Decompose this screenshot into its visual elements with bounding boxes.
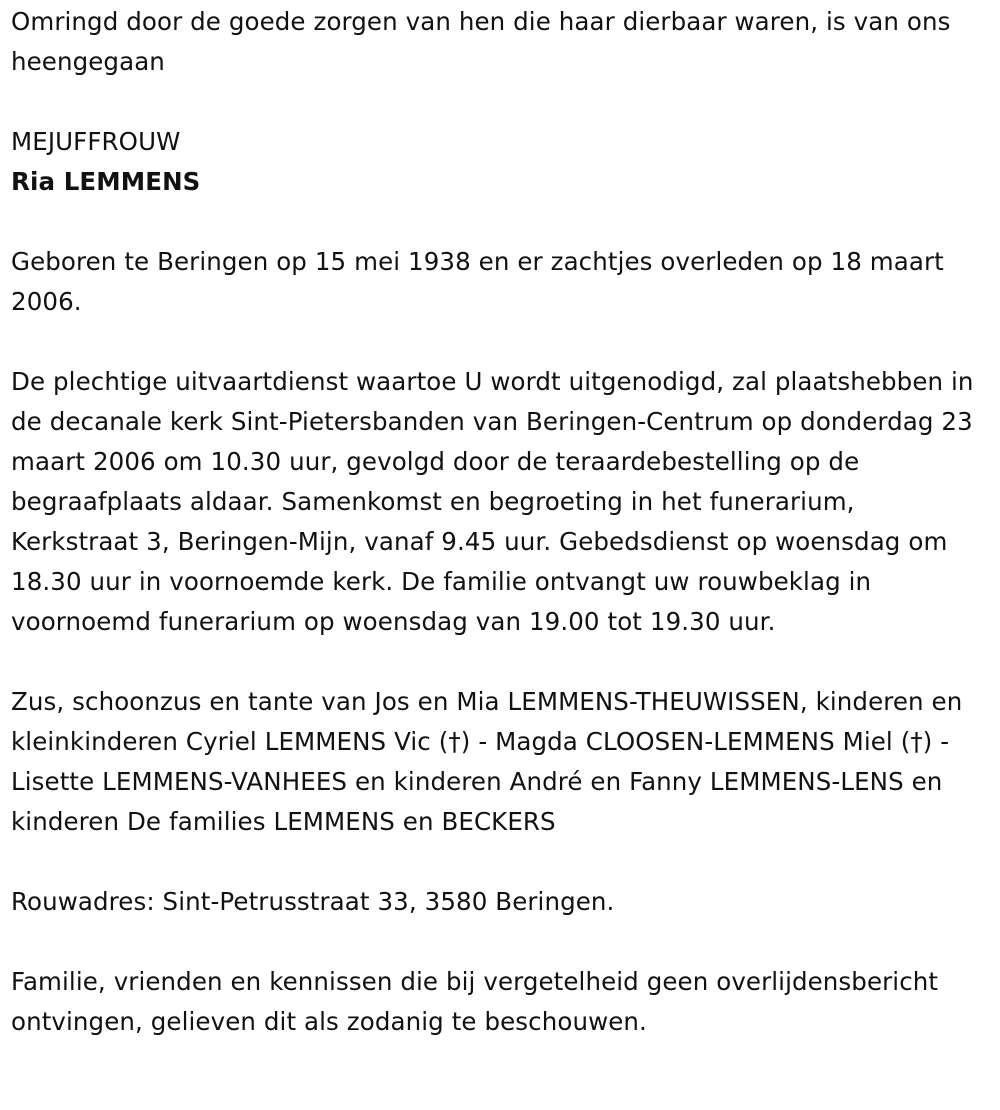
spacer	[11, 202, 988, 242]
address-text: Rouwadres: Sint-Petrusstraat 33, 3580 Beringen.	[11, 887, 615, 916]
spacer	[11, 642, 988, 682]
birth-death-text: Geboren te Beringen op 15 mei 1938 en er zachtjes overleden op 18 maart 2006.	[11, 247, 944, 316]
intro-text: Omringd door de goede zorgen van hen die haar dierbaar waren, is van ons heengegaan	[11, 7, 951, 76]
deceased-name: Ria LEMMENS	[11, 167, 201, 196]
title-prefix: MEJUFFROUW	[11, 127, 181, 156]
family-text: Zus, schoonzus en tante van Jos en Mia LEMMENS-THEUWISSEN, kinderen en kleinkinderen Cyriel LEMMENS Vic (†) - Magda CLOOSEN-LEMMENS Miel (†) - Lisette LEMMENS-VANHEES en kinderen André en Fanny LEMMENS-LENS en kinderen De families LEMMENS en BECKERS	[11, 687, 963, 836]
spacer	[11, 922, 988, 962]
funeral-service-text: De plechtige uitvaartdienst waartoe U wordt uitgenodigd, zal plaatshebben in de decanale kerk Sint-Pietersbanden van Beringen-Centrum op donderdag 23 maart 2006 om 10.30 uur, gevolgd door de teraardebestelling op de begraafplaats aldaar. Samenkomst en begroeting in het funerarium, Kerkstraat 3, Beringen-Mijn, vanaf 9.45 uur. Gebedsdienst op woensdag om 18.30 uur in voornoemde kerk. De familie ontvangt uw rouwbeklag in voornoemd funerarium op woensdag van 19.00 tot 19.30 uur.	[11, 367, 974, 636]
spacer	[11, 842, 988, 882]
spacer	[11, 322, 988, 362]
closing-text: Familie, vrienden en kennissen die bij vergetelheid geen overlijdensbericht ontvingen, gelieven dit als zodanig te beschouwen.	[11, 967, 939, 1036]
spacer	[11, 82, 988, 122]
